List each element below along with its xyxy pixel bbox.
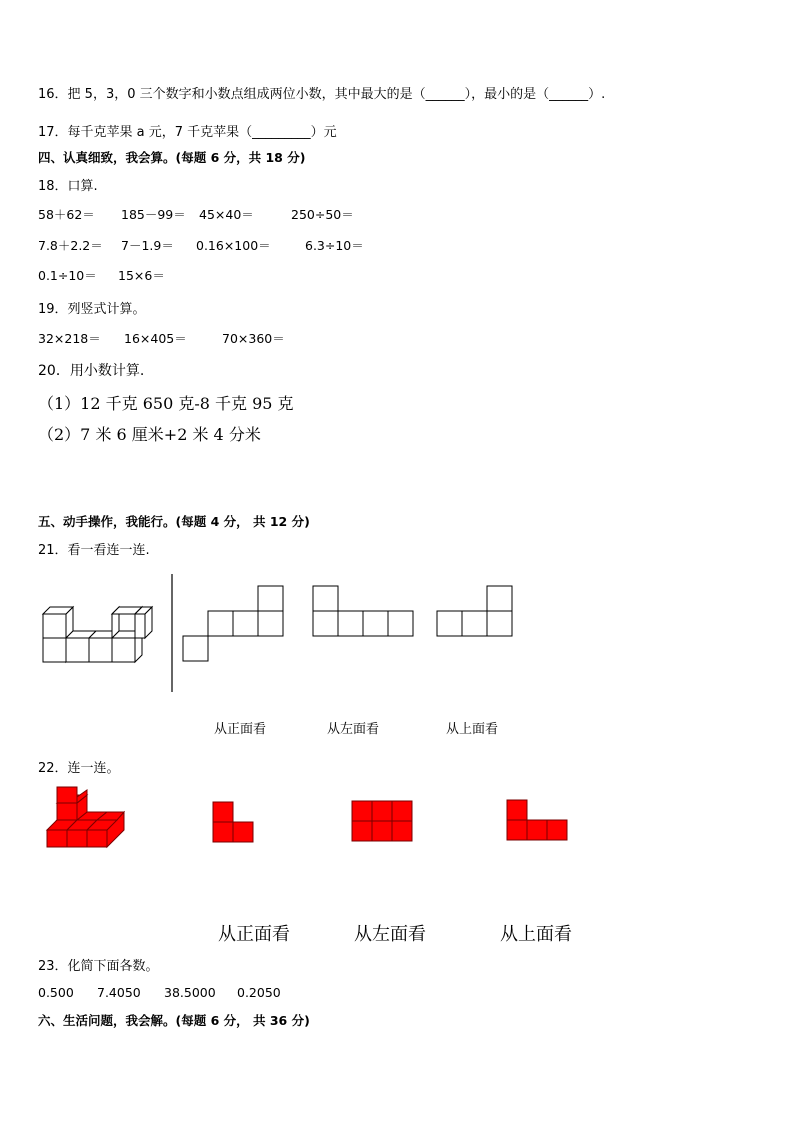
red-view-a (213, 802, 253, 842)
calc-item: 250÷50＝ (291, 207, 354, 222)
question-22-title: 22．连一连。 (38, 761, 120, 776)
number-item: 38.5000 (164, 985, 216, 1000)
calc-item: 45×40＝ (199, 207, 254, 222)
calc-item: 185－99＝ (121, 207, 186, 222)
calc-item: 70×360＝ (222, 331, 285, 346)
question-23-title: 23．化简下面各数。 (38, 959, 159, 974)
calc-item: 15×6＝ (118, 268, 165, 283)
calc-item: 0.16×100＝ (196, 238, 271, 253)
label-left-view: 从左面看 (327, 722, 380, 737)
number-item: 0.500 (38, 985, 74, 1000)
calc-item: 7.8＋2.2＝ (38, 238, 103, 253)
section-6-heading: 六、生活问题，我会解。(每题 6 分， 共 36 分) (38, 1013, 310, 1028)
label-front-view: 从正面看 (218, 924, 290, 945)
label-top-view: 从上面看 (446, 722, 499, 737)
calc-item: 7－1.9＝ (121, 238, 174, 253)
label-front-view: 从正面看 (214, 722, 267, 737)
question-17: 17．每千克苹果 a 元，7 千克苹果（_________）元 (38, 125, 337, 140)
view-b-grid (313, 586, 413, 636)
red-view-c (507, 800, 567, 840)
red-cube-figure (47, 787, 124, 847)
question-18-title: 18．口算. (38, 179, 98, 194)
number-item: 0.2050 (237, 985, 281, 1000)
question-16: 16．把 5，3，0 三个数字和小数点组成两位小数，其中最大的是（______），最小的是（______）. (38, 87, 606, 102)
view-a-grid (183, 586, 283, 661)
q20-item-1: （1）12 千克 650 克-8 千克 95 克 (38, 394, 294, 413)
question-21-title: 21．看一看连一连. (38, 543, 150, 558)
question-19-title: 19．列竖式计算。 (38, 302, 146, 317)
calc-item: 16×405＝ (124, 331, 187, 346)
calc-item: 58＋62＝ (38, 207, 95, 222)
label-left-view: 从左面看 (354, 924, 426, 945)
label-top-view: 从上面看 (500, 924, 572, 945)
section-5-heading: 五、动手操作，我能行。(每题 4 分， 共 12 分) (38, 514, 310, 529)
q20-item-2: （2）7 米 6 厘米+2 米 4 分米 (38, 425, 261, 444)
question-20-title: 20．用小数计算. (38, 363, 145, 379)
number-item: 7.4050 (97, 985, 141, 1000)
red-view-b (352, 801, 412, 841)
calc-item: 6.3÷10＝ (305, 238, 364, 253)
calc-item: 0.1÷10＝ (38, 268, 97, 283)
calc-item: 32×218＝ (38, 331, 101, 346)
section-4-heading: 四、认真细致，我会算。(每题 6 分，共 18 分) (38, 150, 306, 165)
view-c-grid (437, 586, 512, 636)
